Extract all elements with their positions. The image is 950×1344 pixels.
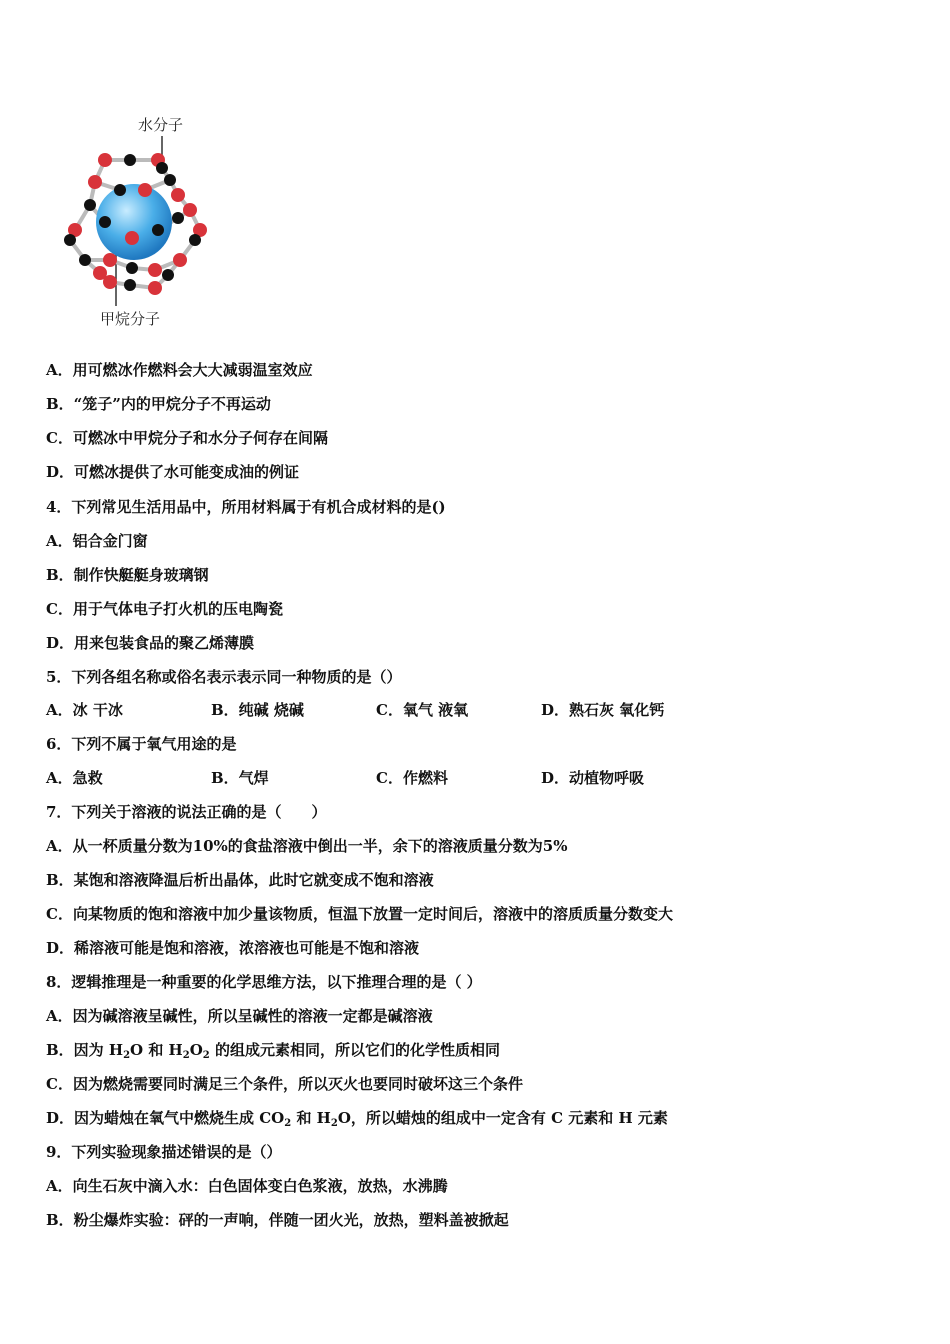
q3-option-d: D．可燃冰提供了水可能变成油的例证 [46,463,300,481]
q8-b-text-2: O 和 H [130,1041,183,1059]
hydrogen-atom-5 [114,184,126,196]
q7-option-d: D．稀溶液可能是饱和溶液，浓溶液也可能是不饱和溶液 [46,939,420,957]
q7-option-b: B．某饱和溶液降温后析出晶体，此时它就变成不饱和溶液 [46,871,434,889]
q8-b-sub-1: 2 [123,1050,131,1061]
q5-stem: 5．下列各组名称或俗名表示表示同一种物质的是（） [46,668,402,686]
oxygen-atom-22 [103,253,117,267]
hydrogen-atom-3 [156,162,168,174]
hydrogen-atom-7 [164,174,176,186]
q6-option-b: B．气焊 [211,769,269,787]
q8-option-c: C．因为燃烧需要同时满足三个条件，所以灭火也要同时破坏这三个条件 [46,1075,523,1093]
oxygen-atom-6 [138,183,152,197]
methane-hydrate-figure [50,110,220,335]
q8-b-sub-2: 2 [182,1050,190,1061]
q6-option-d: D．动植物呼吸 [541,769,645,787]
q4-option-a: A．铝合金门窗 [46,532,148,550]
q3-option-b: B．“笼子”内的甲烷分子不再运动 [46,395,271,413]
hydrogen-atom-11 [64,234,76,246]
q6-option-c: C．作燃料 [376,769,448,787]
hydrogen-atom-25 [124,279,136,291]
q5-option-b: B．纯碱 烧碱 [211,701,304,719]
q9-option-a: A．向生石灰中滴入水：白色固体变白色浆液，放热，水沸腾 [46,1177,448,1195]
q6-option-a: A．急救 [46,769,103,787]
q8-b-text-4: 的组成元素相同，所以它们的化学性质相同 [209,1041,500,1059]
q6-options-row [46,768,706,788]
hydrogen-atom-1 [124,154,136,166]
q8-option-b [46,1040,500,1060]
q8-d-text-3: O，所以蜡烛的组成中一定含有 C 元素和 H 元素 [337,1109,668,1127]
hydrogen-atom-12 [99,216,111,228]
q5-option-d: D．熟石灰 氧化钙 [541,701,665,719]
hydrogen-atom-23 [126,262,138,274]
q4-option-b: B．制作快艇艇身玻璃钢 [46,566,209,584]
hydrogen-atom-9 [84,199,96,211]
oxygen-atom-26 [148,281,162,295]
q8-d-text-2: 和 H [291,1109,331,1127]
q7-option-a: A．从一杯质量分数为10%的食盐溶液中倒出一半，余下的溶液质量分数为5% [46,837,568,855]
q9-option-b: B．粉尘爆炸实验：砰的一声响，伴随一团火光，放热，塑料盖被掀起 [46,1211,509,1229]
hydrogen-atom-27 [162,269,174,281]
methane-molecule-label: 甲烷分子 [100,310,161,328]
q8-stem: 8．逻辑推理是一种重要的化学思维方法，以下推理合理的是（ ） [46,973,482,991]
hydrogen-atom-16 [172,212,184,224]
q4-stem: 4．下列常见生活用品中，所用材料属于有机合成材料的是() [46,498,446,516]
q5-option-a: A．冰 干冰 [46,701,123,719]
oxygen-atom-21 [103,275,117,289]
hydrogen-atom-19 [79,254,91,266]
q3-option-c: C．可燃冰中甲烷分子和水分子何存在间隔 [46,429,328,447]
oxygen-atom-28 [173,253,187,267]
q8-option-a: A．因为碱溶液呈碱性，所以呈碱性的溶液一定都是碱溶液 [46,1007,433,1025]
methane-cage-diagram [50,110,220,335]
q5-option-c: C．氧气 液氧 [376,701,469,719]
q4-option-c: C．用于气体电子打火机的压电陶瓷 [46,600,283,618]
q6-stem: 6．下列不属于氧气用途的是 [46,735,237,753]
oxygen-atom-17 [125,231,139,245]
q8-d-text-1: D．因为蜡烛在氧气中燃烧生成 CO [46,1109,285,1127]
q9-stem: 9．下列实验现象描述错误的是（） [46,1143,282,1161]
q7-option-c: C．向某物质的饱和溶液中加少量该物质，恒温下放置一定时间后，溶液中的溶质质量分数变大 [46,905,673,923]
hydrogen-atom-18 [152,224,164,236]
q8-b-text-1: B．因为 H [46,1041,124,1059]
q5-options-row [46,700,706,720]
q7-stem: 7．下列关于溶液的说法正确的是（ ） [46,803,327,821]
oxygen-atom-13 [183,203,197,217]
oxygen-atom-0 [98,153,112,167]
oxygen-atom-8 [171,188,185,202]
q8-d-sub-2: 2 [330,1118,338,1129]
q3-option-a: A．用可燃冰作燃料会大大减弱温室效应 [46,361,313,379]
hydrogen-atom-15 [189,234,201,246]
oxygen-atom-4 [88,175,102,189]
oxygen-atom-24 [148,263,162,277]
q4-option-d: D．用来包装食品的聚乙烯薄膜 [46,634,255,652]
q8-option-d [46,1108,668,1128]
q8-b-text-3: O [189,1041,203,1059]
q8-b-sub-3: 2 [202,1050,210,1061]
water-molecule-label: 水分子 [138,116,184,134]
q8-d-sub-1: 2 [284,1118,292,1129]
